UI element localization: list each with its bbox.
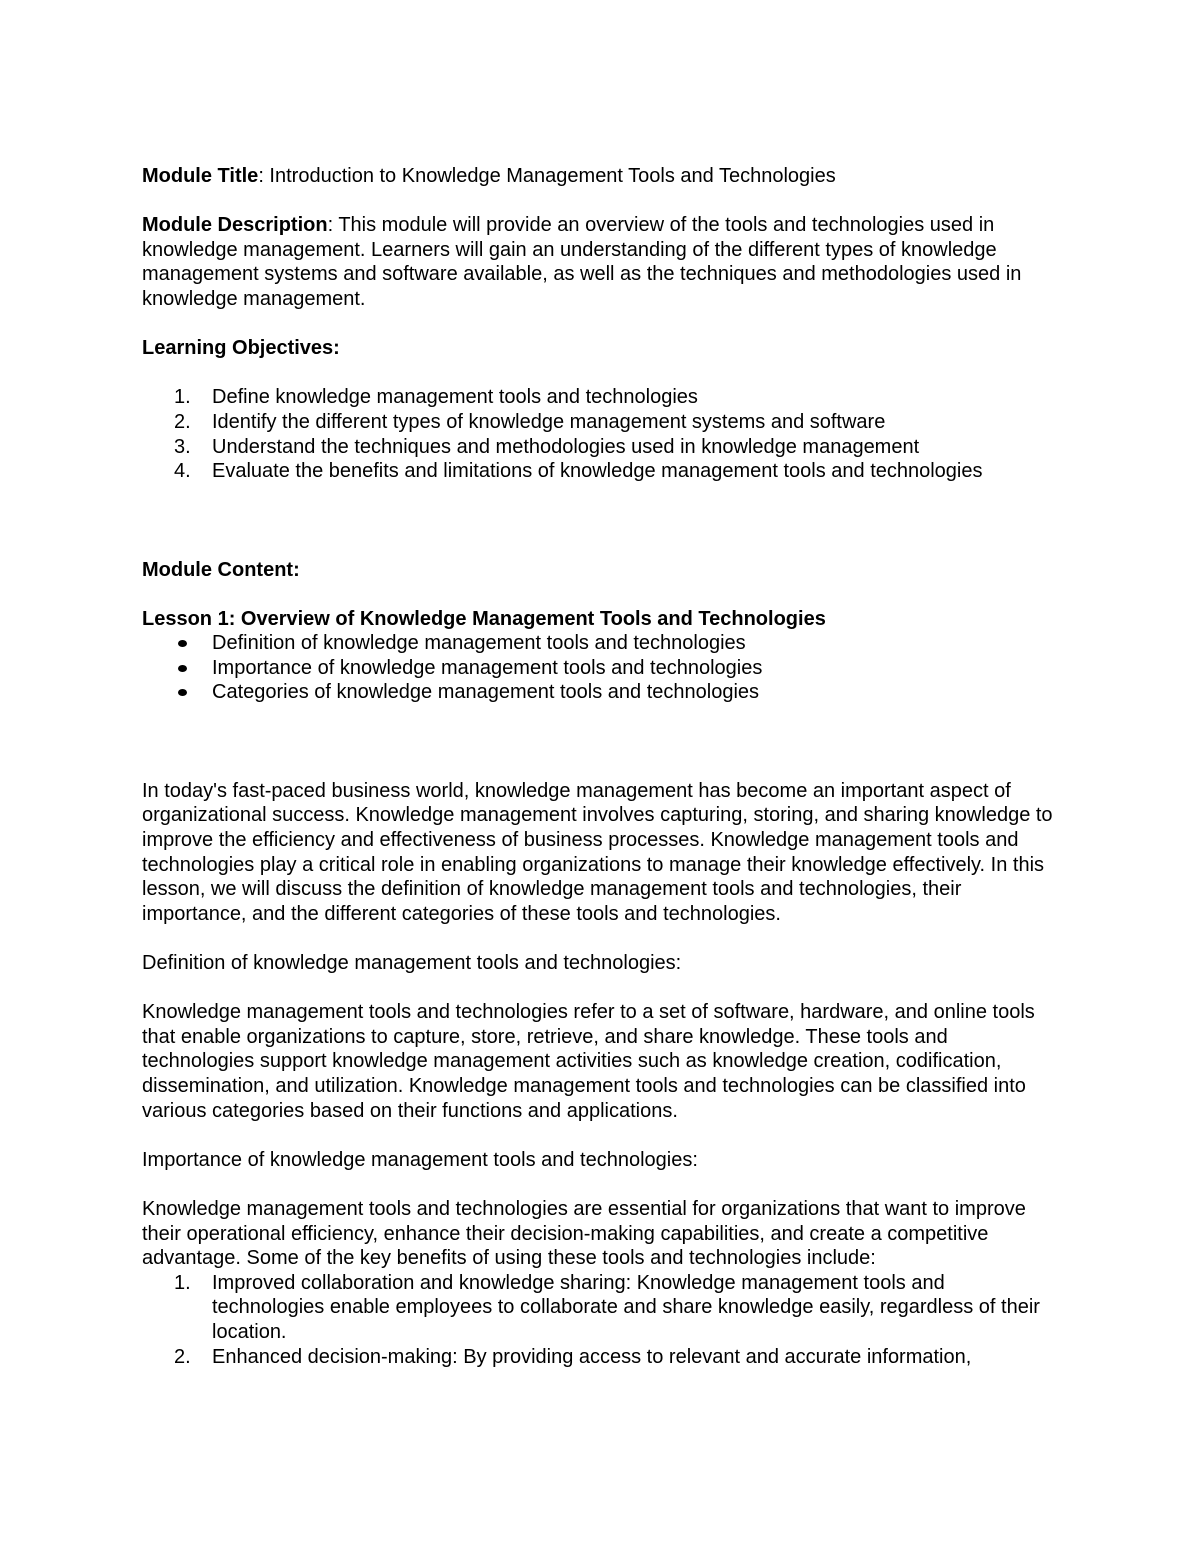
spacer <box>142 312 1067 337</box>
list-item-text: Definition of knowledge management tools and technologies <box>212 632 746 655</box>
spacer <box>142 582 1067 607</box>
learning-objectives-list <box>142 385 1067 483</box>
lesson-1-heading: Lesson 1: Overview of Knowledge Management Tools and Technologies <box>142 607 826 630</box>
list-item <box>142 410 1067 435</box>
list-item-text: Evaluate the benefits and limitations of knowledge management tools and technologies <box>212 460 983 483</box>
list-marker: 2. <box>174 410 191 433</box>
spacer <box>142 705 1067 779</box>
list-item-text: Identify the different types of knowledge management systems and software <box>212 410 886 433</box>
list-marker: 2. <box>174 1345 191 1368</box>
spacer <box>142 926 1067 951</box>
module-content-heading: Module Content: <box>142 558 300 581</box>
list-item-text: Define knowledge management tools and technologies <box>212 386 698 409</box>
list-item <box>142 1345 1062 1370</box>
spacer <box>142 976 1067 1001</box>
bullet-icon <box>178 640 187 647</box>
module-description-label: Module Description <box>142 214 328 237</box>
importance-paragraph: Knowledge management tools and technologies are essential for organizations that want to improve their operational efficiency, enhance their decision-making capabilities, and create a competitive advantage. Some of the key benefits of using these tools and technologies include: <box>142 1197 1026 1270</box>
module-title-text: : Introduction to Knowledge Management Tools and Technologies <box>258 165 836 187</box>
benefits-list <box>142 1271 1062 1369</box>
definition-paragraph: Knowledge management tools and technologies refer to a set of software, hardware, and online tools that enable organizations to capture, store, retrieve, and share knowledge. These tools and technologies support knowledge management activities such as knowledge creation, codification, dissemination, and utilization. Knowledge management tools and technologies can be classified into various categories based on their functions and applications. <box>142 1001 1035 1122</box>
list-item <box>142 680 1067 705</box>
bullet-icon <box>178 665 187 672</box>
module-title <box>142 164 1067 189</box>
list-item-text: Improved collaboration and knowledge sharing: Knowledge management tools and technologies enable employees to collaborate and share knowledge easily, regardless of their location. <box>212 1271 1040 1343</box>
list-item <box>142 385 1067 410</box>
spacer <box>142 1172 1067 1197</box>
importance-heading: Importance of knowledge management tools and technologies: <box>142 1148 698 1171</box>
list-item-text: Enhanced decision-making: By providing access to relevant and accurate information, <box>212 1345 972 1368</box>
spacer <box>142 361 1067 386</box>
spacer <box>142 1123 1067 1148</box>
list-item <box>142 459 1067 484</box>
list-item-text: Categories of knowledge management tools and technologies <box>212 681 760 704</box>
learning-objectives-heading: Learning Objectives: <box>142 337 340 360</box>
module-description <box>142 213 1047 311</box>
definition-heading: Definition of knowledge management tools and technologies: <box>142 952 682 975</box>
list-item-text: Importance of knowledge management tools and technologies <box>212 656 763 679</box>
module-title-label: Module Title <box>142 165 259 187</box>
list-marker: 1. <box>174 1271 191 1294</box>
spacer <box>142 189 1067 214</box>
list-marker: 1. <box>174 386 191 409</box>
lesson-1-bullet-list <box>142 631 1067 705</box>
bullet-icon <box>178 689 187 696</box>
list-marker: 3. <box>174 435 191 458</box>
list-item <box>142 631 1067 656</box>
spacer <box>142 484 1067 558</box>
module-description-text: : This module will provide an overview of the tools and technologies used in knowledge management. Learners will gain an understanding of the different types of knowledge management systems and software available, as well as the techniques and methodologies used in knowledge management. <box>142 214 1022 310</box>
document-page <box>142 164 1067 1369</box>
list-item <box>142 1271 1062 1345</box>
intro-paragraph: In today's fast-paced business world, knowledge management has become an important aspect of organizational success. Knowledge management involves capturing, storing, and sharing knowledge to improve the efficiency and effectiveness of business processes. Knowledge management tools and technologies play a critical role in enabling organizations to manage their knowledge effectively. In this lesson, we will discuss the definition of knowledge management tools and technologies, their importance, and the different categories of these tools and technologies. <box>142 779 1053 925</box>
list-marker: 4. <box>174 460 191 483</box>
list-item <box>142 656 1067 681</box>
list-item-text: Understand the techniques and methodologies used in knowledge management <box>212 435 920 458</box>
list-item <box>142 435 1067 460</box>
